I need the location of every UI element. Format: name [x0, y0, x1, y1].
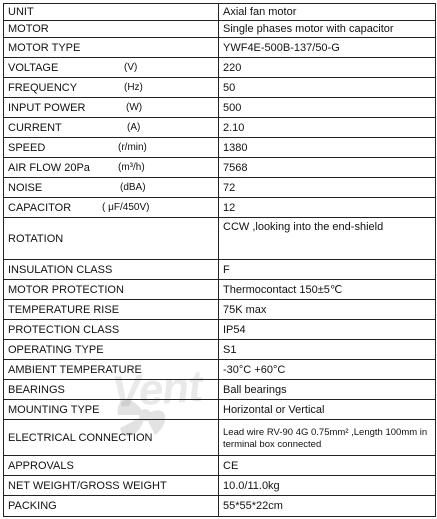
spec-value: 220	[223, 61, 242, 74]
spec-value-cell	[219, 138, 436, 158]
spec-value: Lead wire RV-90 4G 0.75mm² ,Length 100mm in terminal box connected	[223, 426, 428, 450]
spec-key-label: UNIT	[8, 6, 34, 18]
spec-row	[4, 158, 436, 178]
spec-key-label: NET WEIGHT/GROSS WEIGHT	[8, 479, 167, 492]
spec-key-cell	[4, 118, 219, 138]
spec-key-cell	[4, 78, 219, 98]
spec-key-label: TEMPERATURE RISE	[8, 303, 120, 316]
spec-value-cell	[219, 420, 436, 456]
spec-value: 55*55*22cm	[223, 500, 283, 512]
spec-key-label: INPUT POWER	[8, 101, 86, 114]
spec-unit-label: (dBA)	[120, 181, 146, 193]
spec-value: 2.10	[223, 121, 245, 134]
spec-key-label: BEARINGS	[8, 383, 65, 396]
spec-value: 12	[223, 201, 236, 214]
spec-key-cell	[4, 420, 219, 456]
spec-value: Horizontal or Vertical	[223, 403, 325, 416]
spec-unit-label: (A)	[127, 121, 141, 133]
spec-row	[4, 21, 436, 38]
spec-key-label: MOTOR TYPE	[8, 41, 81, 54]
spec-value-cell	[219, 21, 436, 38]
spec-value: Single phases motor with capacitor	[223, 23, 394, 35]
spec-row	[4, 320, 436, 340]
spec-row	[4, 476, 436, 496]
spec-key-label: FREQUENCY	[8, 81, 78, 94]
spec-key-cell	[4, 21, 219, 38]
spec-value-cell	[219, 78, 436, 98]
spec-value-cell	[219, 496, 436, 517]
spec-key-label: MOTOR PROTECTION	[8, 283, 124, 296]
spec-key-label: ROTATION	[8, 232, 64, 245]
spec-row	[4, 218, 436, 260]
spec-row	[4, 198, 436, 218]
spec-value: S1	[223, 343, 237, 356]
spec-value-cell	[219, 320, 436, 340]
spec-key-label: AIR FLOW 20Pa	[8, 161, 90, 174]
spec-key-cell	[4, 260, 219, 280]
spec-key-cell	[4, 98, 219, 118]
spec-key-cell	[4, 280, 219, 300]
spec-value: CE	[223, 459, 239, 472]
spec-row	[4, 400, 436, 420]
spec-key-label: VOLTAGE	[8, 61, 59, 74]
spec-value-cell	[219, 340, 436, 360]
spec-value: YWF4E-500B-137/50-G	[223, 41, 340, 54]
spec-row	[4, 178, 436, 198]
spec-key-cell	[4, 456, 219, 476]
spec-row	[4, 98, 436, 118]
spec-row	[4, 300, 436, 320]
spec-key-cell	[4, 300, 219, 320]
spec-key-cell	[4, 138, 219, 158]
spec-value: CCW ,looking into the end-shield	[223, 221, 384, 233]
spec-row	[4, 260, 436, 280]
spec-row	[4, 360, 436, 380]
spec-row	[4, 420, 436, 456]
spec-value: Ball bearings	[223, 383, 287, 396]
spec-value: Thermocontact 150±5℃	[223, 283, 343, 296]
spec-value-cell	[219, 400, 436, 420]
spec-value-cell	[219, 360, 436, 380]
spec-value-cell	[219, 58, 436, 78]
spec-unit-label: ( μF/450V)	[102, 201, 150, 213]
spec-row	[4, 496, 436, 517]
spec-value-cell	[219, 218, 436, 260]
spec-value-cell	[219, 38, 436, 58]
spec-key-cell	[4, 360, 219, 380]
spec-key-cell	[4, 178, 219, 198]
watermark-logo: Vent	[110, 361, 204, 418]
spec-key-label: APPROVALS	[8, 459, 74, 472]
spec-key-label: MOTOR	[8, 23, 49, 35]
spec-value-cell	[219, 198, 436, 218]
spec-row	[4, 38, 436, 58]
spec-key-cell	[4, 320, 219, 340]
spec-unit-label: (r/min)	[118, 141, 147, 153]
spec-value: 10.0/11.0kg	[223, 479, 280, 492]
spec-unit-label: (V)	[124, 61, 138, 73]
spec-row	[4, 280, 436, 300]
spec-unit-label: (W)	[126, 101, 143, 113]
spec-row	[4, 4, 436, 21]
spec-value-cell	[219, 118, 436, 138]
spec-row	[4, 380, 436, 400]
spec-value-cell	[219, 280, 436, 300]
spec-key-cell	[4, 58, 219, 78]
spec-unit-label: (m³/h)	[118, 161, 145, 173]
spec-row	[4, 138, 436, 158]
spec-row	[4, 456, 436, 476]
spec-key-label: NOISE	[8, 181, 43, 194]
spec-key-label: AMBIENT TEMPERATURE	[8, 363, 142, 376]
spec-value: -30°C +60°C	[223, 363, 286, 376]
spec-value: IP54	[223, 323, 246, 336]
spec-value: 75K max	[223, 303, 267, 316]
spec-key-label: PROTECTION CLASS	[8, 323, 120, 336]
spec-row	[4, 78, 436, 98]
spec-key-cell	[4, 158, 219, 178]
spec-key-cell	[4, 400, 219, 420]
spec-key-label: OPERATING TYPE	[8, 343, 104, 356]
spec-key-cell	[4, 496, 219, 517]
spec-key-label: PACKING	[8, 500, 57, 512]
spec-value: 1380	[223, 141, 248, 154]
spec-value-cell	[219, 98, 436, 118]
spec-row	[4, 58, 436, 78]
spec-value-cell	[219, 476, 436, 496]
spec-key-cell	[4, 4, 219, 21]
spec-value-cell	[219, 158, 436, 178]
spec-key-label: MOUNTING TYPE	[8, 403, 100, 416]
spec-key-cell	[4, 380, 219, 400]
spec-unit-label: (Hz)	[124, 81, 143, 93]
spec-row	[4, 118, 436, 138]
spec-value-cell	[219, 456, 436, 476]
specification-table	[3, 3, 436, 517]
spec-row	[4, 340, 436, 360]
spec-value: 50	[223, 81, 236, 94]
spec-key-label: CURRENT	[8, 121, 62, 134]
spec-key-label: CAPACITOR	[8, 201, 72, 214]
spec-key-label: INSULATION CLASS	[8, 263, 113, 276]
spec-key-cell	[4, 198, 219, 218]
spec-value: 7568	[223, 161, 248, 174]
spec-value: 72	[223, 181, 236, 194]
spec-value-cell	[219, 380, 436, 400]
spec-value: 500	[223, 101, 242, 114]
spec-value-cell	[219, 260, 436, 280]
spec-key-label: SPEED	[8, 141, 46, 154]
spec-key-cell	[4, 340, 219, 360]
spec-value-cell	[219, 178, 436, 198]
spec-key-cell	[4, 218, 219, 260]
spec-value-cell	[219, 4, 436, 21]
spec-value: Axial fan motor	[223, 6, 297, 18]
spec-value: F	[223, 263, 230, 276]
spec-key-cell	[4, 476, 219, 496]
spec-key-cell	[4, 38, 219, 58]
spec-key-label: ELECTRICAL CONNECTION	[8, 431, 153, 444]
spec-value-cell	[219, 300, 436, 320]
